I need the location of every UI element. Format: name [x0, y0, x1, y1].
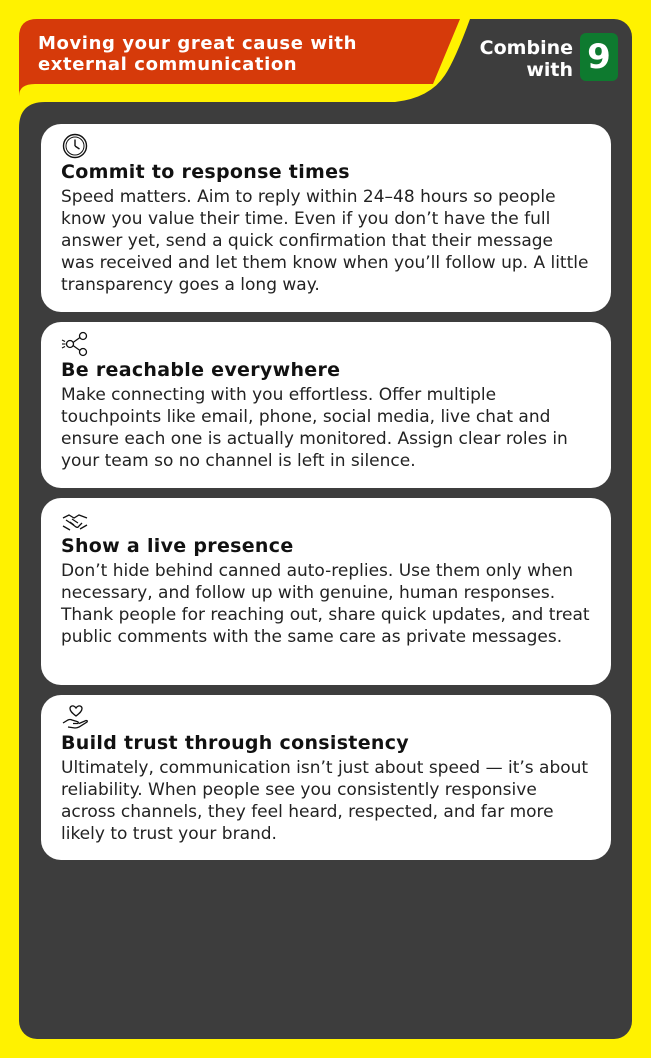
section-reachable-everywhere [41, 322, 611, 488]
section-live-presence [41, 498, 611, 685]
section-heading: Commit to response times [61, 161, 350, 183]
section-response-times [41, 124, 611, 312]
header-title: Moving your great cause with external communication [38, 33, 358, 75]
clock-icon [61, 132, 89, 160]
section-heading: Show a live presence [61, 535, 294, 557]
combine-label: Combine with [479, 37, 573, 81]
section-body: Don’t hide behind canned auto-replies. Use them only when necessary, and follow up with genuine, human responses. Thank people for reaching out, share quick updates, and treat public comments with the same care as private messages. [61, 561, 590, 647]
combine-number-badge: 9 [580, 33, 618, 81]
handshake-icon [61, 506, 89, 534]
section-body: Make connecting with you effortless. Offer multiple touchpoints like email, phone, social media, live chat and ensure each one is actually monitored. Assign clear roles in your team so no channel is left in silence. [61, 385, 568, 471]
section-heading: Build trust through consistency [61, 732, 409, 754]
section-heading: Be reachable everywhere [61, 359, 341, 381]
section-body: Ultimately, communication isn’t just about speed — it’s about reliability. When people see you consistently responsive across channels, they feel heard, respected, and far more likely to trust your brand. [61, 758, 589, 844]
share-network-icon [61, 330, 89, 358]
section-trust-consistency [41, 695, 611, 860]
section-body: Speed matters. Aim to reply within 24–48 hours so people know you value their time. Even if you don’t have the full answer yet, send a quick confirmation that their message was received and let them know when you’ll follow up. A little transparency goes a long way. [61, 187, 589, 295]
heart-in-hand-icon [61, 703, 89, 731]
